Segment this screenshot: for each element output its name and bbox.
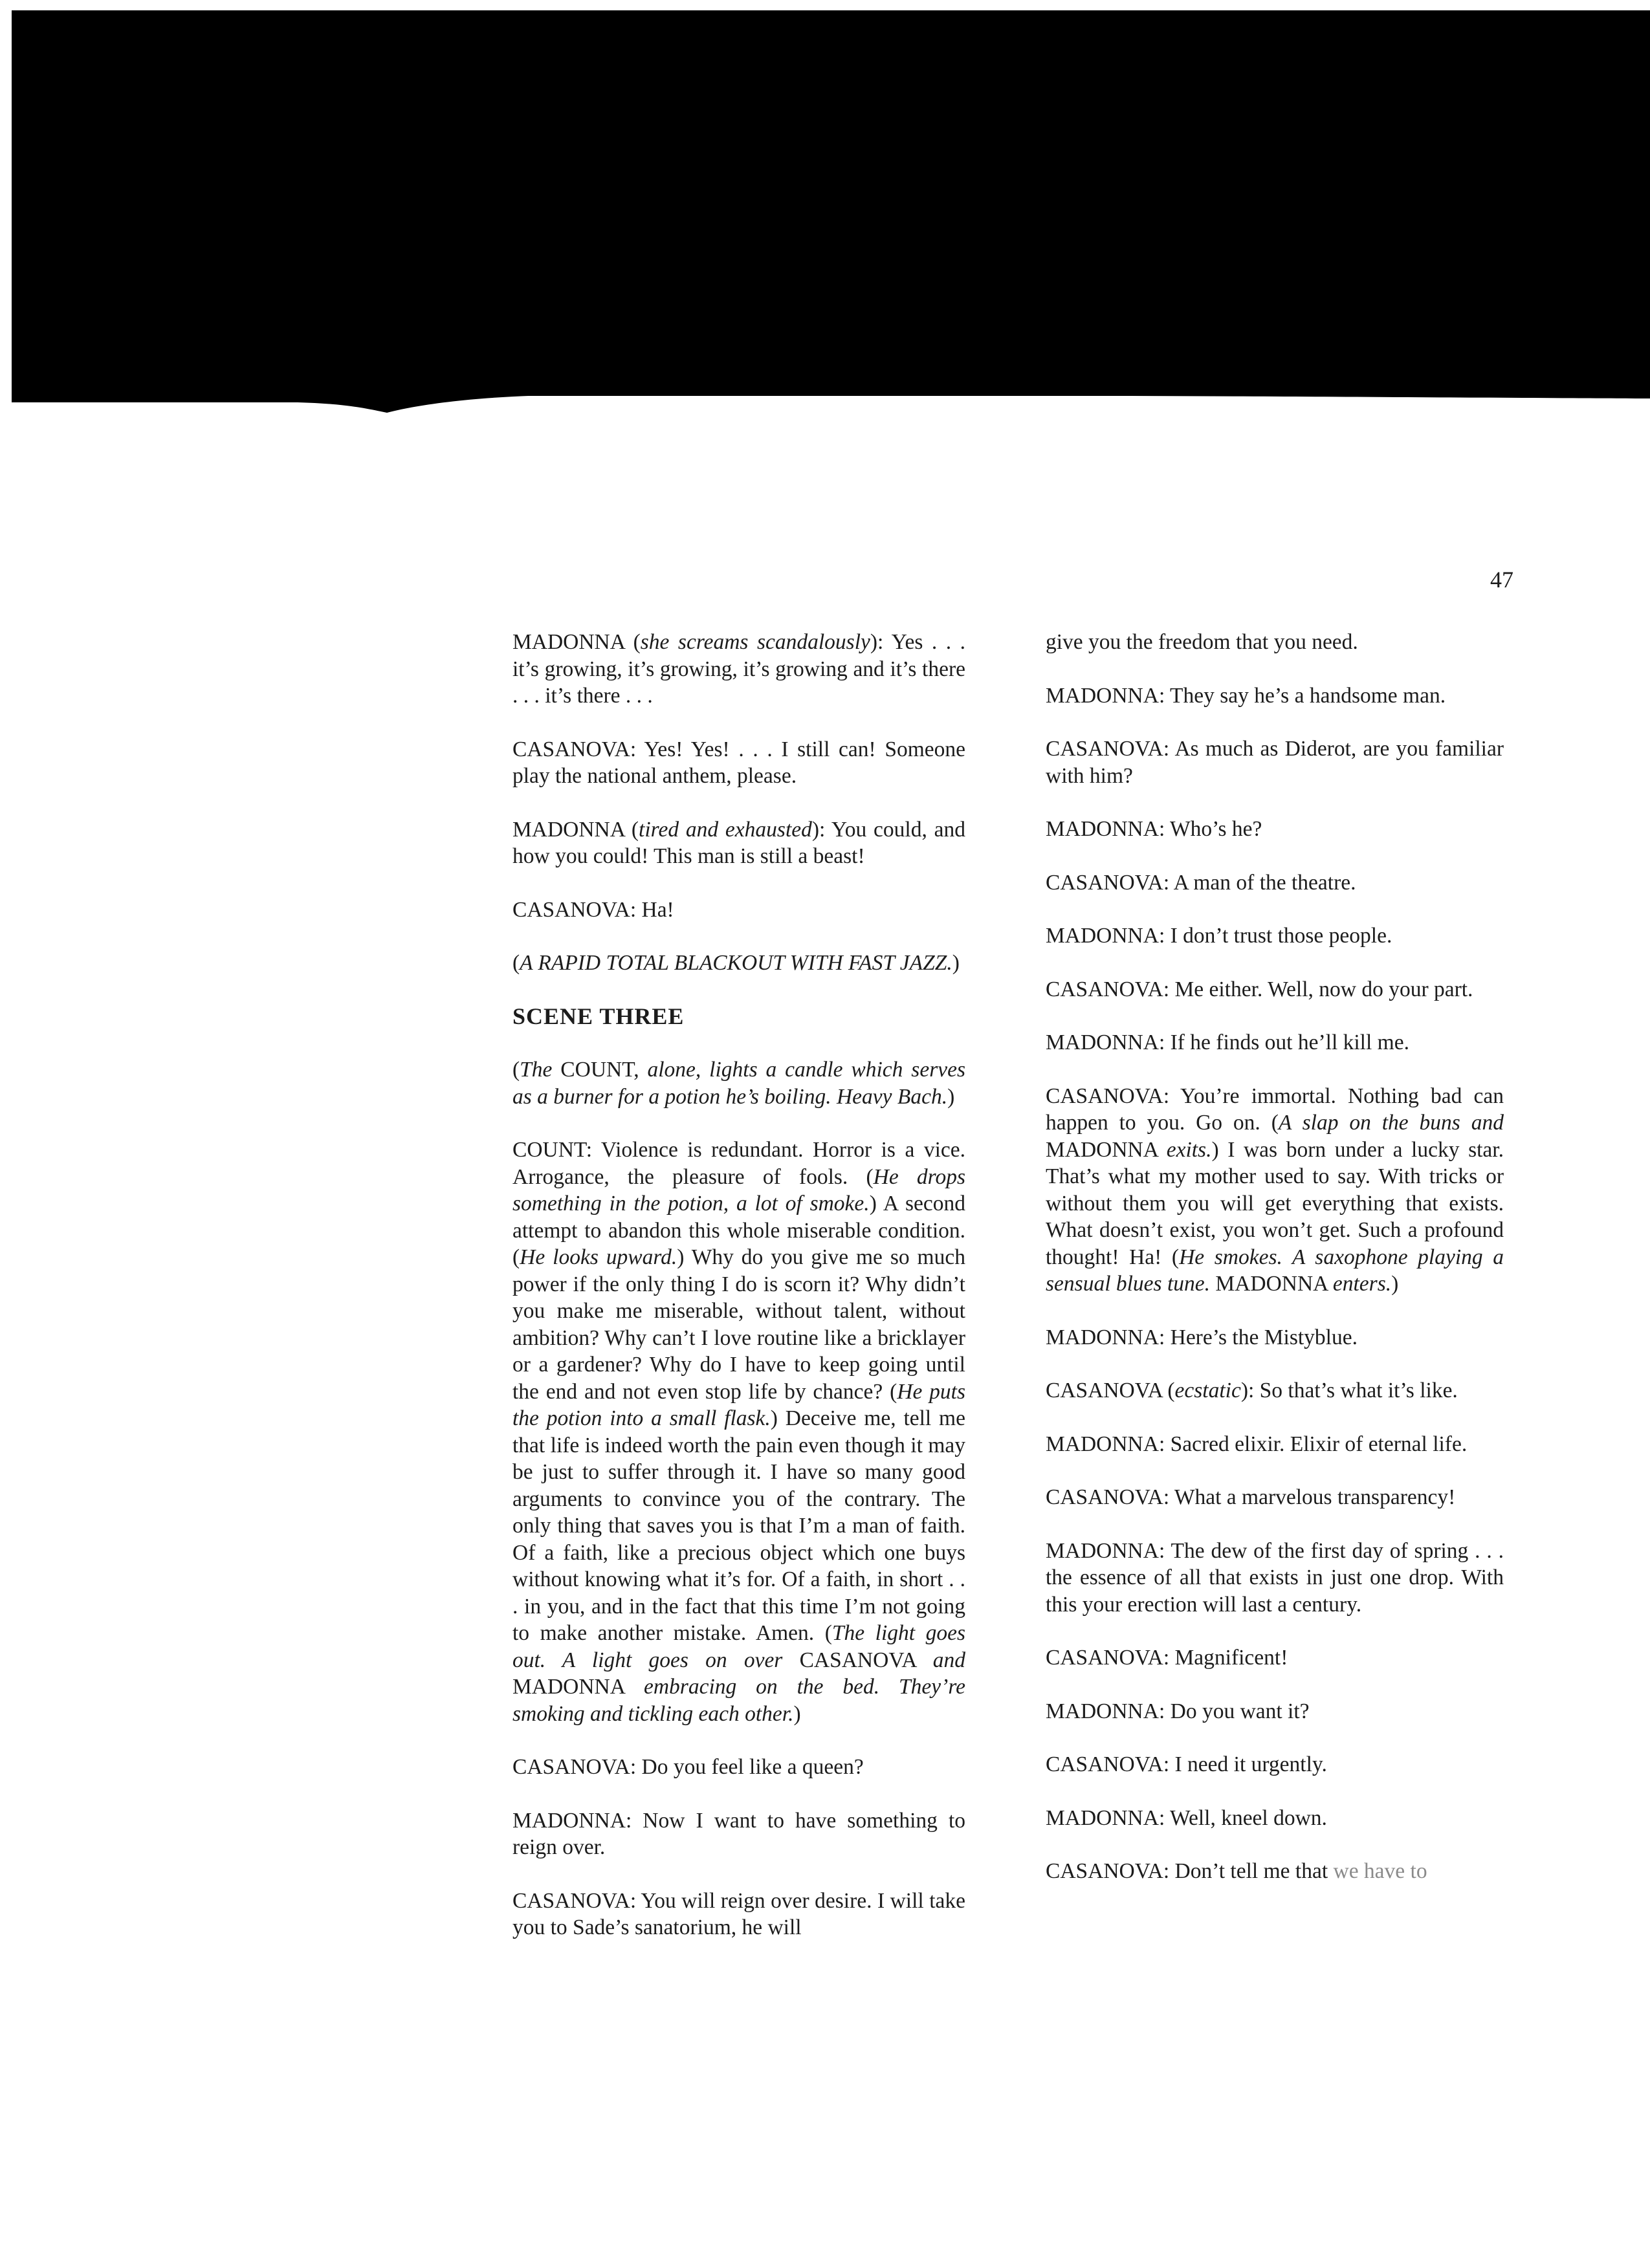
dialogue-paragraph — [1046, 1751, 1504, 1778]
text-run: ): So that’s what it’s like. — [1240, 1379, 1458, 1402]
text-run: ) — [793, 1701, 801, 1726]
stage-direction: she screams scandalously — [640, 630, 870, 654]
dialogue-paragraph — [512, 1056, 965, 1110]
dialogue-paragraph — [1046, 1324, 1504, 1351]
text-run: MADONNA ( — [512, 817, 639, 842]
stage-direction: He drops something in the potion, a lot of smoke. — [512, 1164, 965, 1216]
text-run: MADONNA — [1046, 1137, 1167, 1162]
stage-direction: embracing on the bed. They’re smoking and tickling each other. — [512, 1675, 965, 1726]
dialogue-paragraph — [1046, 1484, 1504, 1511]
text-run: MADONNA ( — [512, 630, 641, 654]
dialogue-paragraph — [512, 1137, 965, 1727]
text-run: ) Why do you give me so much power if the only thing I do is scorn it? Why didn’t you make me miserable, without talent, without ambition? Why can’t I love routine like a bricklayer or a gardener? Why do I have to keep going until the end and not even stop life by chance? ( — [512, 1245, 965, 1404]
page-number: 47 — [1490, 567, 1513, 593]
text-run: MADONNA — [1210, 1272, 1333, 1296]
dialogue-paragraph — [512, 897, 965, 924]
stage-direction: A slap on the buns and — [1278, 1111, 1504, 1135]
text-run: CASANOVA ( — [1046, 1379, 1175, 1402]
text-run: CASANOVA: Yes! Yes! . . . I still can! Someone play the national anthem, please. — [512, 737, 965, 788]
dialogue-paragraph — [1046, 1431, 1504, 1458]
dialogue-paragraph — [512, 1888, 965, 1941]
stage-direction: He looks upward. — [520, 1245, 677, 1269]
dialogue-paragraph — [1046, 1377, 1504, 1404]
right-column — [1046, 629, 1504, 1912]
dialogue-paragraph — [1046, 1029, 1504, 1056]
text-run: CASANOVA: A man of the theatre. — [1046, 870, 1356, 895]
middle-column — [512, 629, 965, 1968]
black-scan-band — [12, 10, 1650, 396]
text-run: ) A second attempt to abandon this whole miserable condition. ( — [512, 1192, 965, 1269]
text-run: SCENE THREE — [512, 1003, 685, 1029]
text-run: MADONNA: Who’s he? — [1046, 817, 1262, 841]
text-run: CASANOVA: What a marvelous transparency! — [1046, 1485, 1456, 1509]
dialogue-paragraph — [1046, 682, 1504, 710]
dialogue-paragraph — [512, 816, 965, 870]
text-run: ( — [512, 1058, 520, 1082]
stage-direction: alone, lights a candle which serves as a burner for a potion he’s boiling. Heavy Bach. — [512, 1058, 966, 1109]
text-run: ) — [952, 951, 960, 975]
text-run: CASANOVA: Me either. Well, now do your part. — [1046, 977, 1473, 1001]
dialogue-paragraph — [1046, 976, 1504, 1003]
text-run: ) — [947, 1084, 955, 1109]
text-run: ) Deceive me, tell me that life is indeed worth the pain even though it may be just to suffer through it. I have so many good arguments to convince you of the contrary. The only thing that saves you is that I’m a man of faith. Of a faith, like a precious object which one buys without knowing what it’s for. Of a faith, in short . . . in you, and in the fact that this time I’m not going to make another mistake. Amen. ( — [512, 1406, 965, 1645]
text-run: MADONNA: The dew of the first day of spring . . . the essence of all that exists in just one drop. With this your erection will last a century. — [1046, 1538, 1504, 1617]
text-run: MADONNA: Now I want to have something to reign over. — [512, 1808, 965, 1859]
text-run: CASANOVA: You will reign over desire. I will take you to Sade’s sanatorium, he will — [512, 1888, 965, 1939]
text-run: MADONNA: Well, kneel down. — [1046, 1805, 1327, 1830]
text-run: MADONNA: I don’t trust those people. — [1046, 924, 1392, 948]
text-run: give you the freedom that you need. — [1046, 630, 1358, 654]
stage-direction: and — [932, 1648, 965, 1672]
text-run: COUNT, — [552, 1058, 648, 1082]
text-run: CASANOVA: Magnificent! — [1046, 1646, 1288, 1670]
dialogue-paragraph — [512, 629, 965, 710]
scene-heading — [512, 1003, 965, 1030]
text-run: MADONNA: If he finds out he’ll kill me. — [1046, 1030, 1409, 1054]
stage-direction: enters. — [1332, 1272, 1392, 1296]
stage-direction: A RAPID TOTAL BLACKOUT WITH FAST JAZZ. — [520, 951, 952, 975]
dialogue-paragraph — [512, 1807, 965, 1861]
dialogue-paragraph — [512, 736, 965, 790]
dialogue-paragraph — [1046, 1858, 1504, 1885]
stage-direction: ecstatic — [1174, 1379, 1241, 1402]
stage-direction: He smokes. A saxophone playing a sensual blues tune. — [1046, 1245, 1504, 1296]
stage-direction: exits. — [1166, 1137, 1212, 1162]
stage-direction: He puts the potion into a small flask. — [512, 1379, 965, 1430]
dialogue-paragraph — [1046, 922, 1504, 950]
text-run: we have to — [1333, 1859, 1427, 1883]
dialogue-paragraph — [1046, 1805, 1504, 1832]
text-run: CASANOVA: You’re immortal. Nothing bad can happen to you. Go on. ( — [1046, 1084, 1504, 1135]
stage-direction: The — [520, 1058, 553, 1082]
text-run: CASANOVA: Ha! — [512, 897, 674, 922]
text-run: MADONNA: Do you want it? — [1046, 1699, 1310, 1723]
text-run: MADONNA — [512, 1675, 644, 1699]
dialogue-paragraph — [1046, 1698, 1504, 1725]
dialogue-paragraph — [512, 950, 965, 977]
dialogue-paragraph — [1046, 629, 1504, 656]
text-run: CASANOVA: I need it urgently. — [1046, 1752, 1327, 1776]
dialogue-paragraph — [1046, 736, 1504, 789]
black-band-torn-edge — [0, 362, 1650, 414]
text-run: CASANOVA — [782, 1648, 933, 1672]
stage-direction: The light goes out. A light goes on over — [512, 1621, 966, 1672]
dialogue-paragraph — [1046, 1644, 1504, 1672]
text-run: ): You could, and how you could! This man is still a beast! — [512, 817, 965, 868]
text-run: MADONNA: They say he’s a handsome man. — [1046, 683, 1446, 708]
text-run: CASANOVA: Don’t tell me that — [1046, 1859, 1334, 1883]
text-run: ) — [1391, 1272, 1399, 1296]
dialogue-paragraph — [1046, 816, 1504, 843]
text-run: ( — [512, 951, 520, 975]
text-run: CASANOVA: As much as Diderot, are you familiar with him? — [1046, 737, 1504, 788]
dialogue-paragraph — [1046, 1538, 1504, 1619]
text-run: MADONNA: Here’s the Mistyblue. — [1046, 1325, 1358, 1349]
dialogue-paragraph — [512, 1754, 965, 1781]
text-run: CASANOVA: Do you feel like a queen? — [512, 1755, 864, 1779]
dialogue-paragraph — [1046, 869, 1504, 897]
text-run: COUNT: Violence is redundant. Horror is a vice. Arrogance, the pleasure of fools. ( — [512, 1138, 965, 1189]
dialogue-paragraph — [1046, 1083, 1504, 1298]
text-run: ) I was born under a lucky star. That’s what my mother used to say. With tricks or without them you will get everything that exists. What doesn’t exist, you won’t get. Such a profound thought! Ha! ( — [1046, 1137, 1504, 1269]
text-run: MADONNA: Sacred elixir. Elixir of eternal life. — [1046, 1432, 1468, 1456]
stage-direction: tired and exhausted — [639, 817, 812, 842]
text-run: ): Yes . . . it’s growing, it’s growing, it’s growing and it’s there . . . it’s there . . . — [512, 630, 966, 708]
